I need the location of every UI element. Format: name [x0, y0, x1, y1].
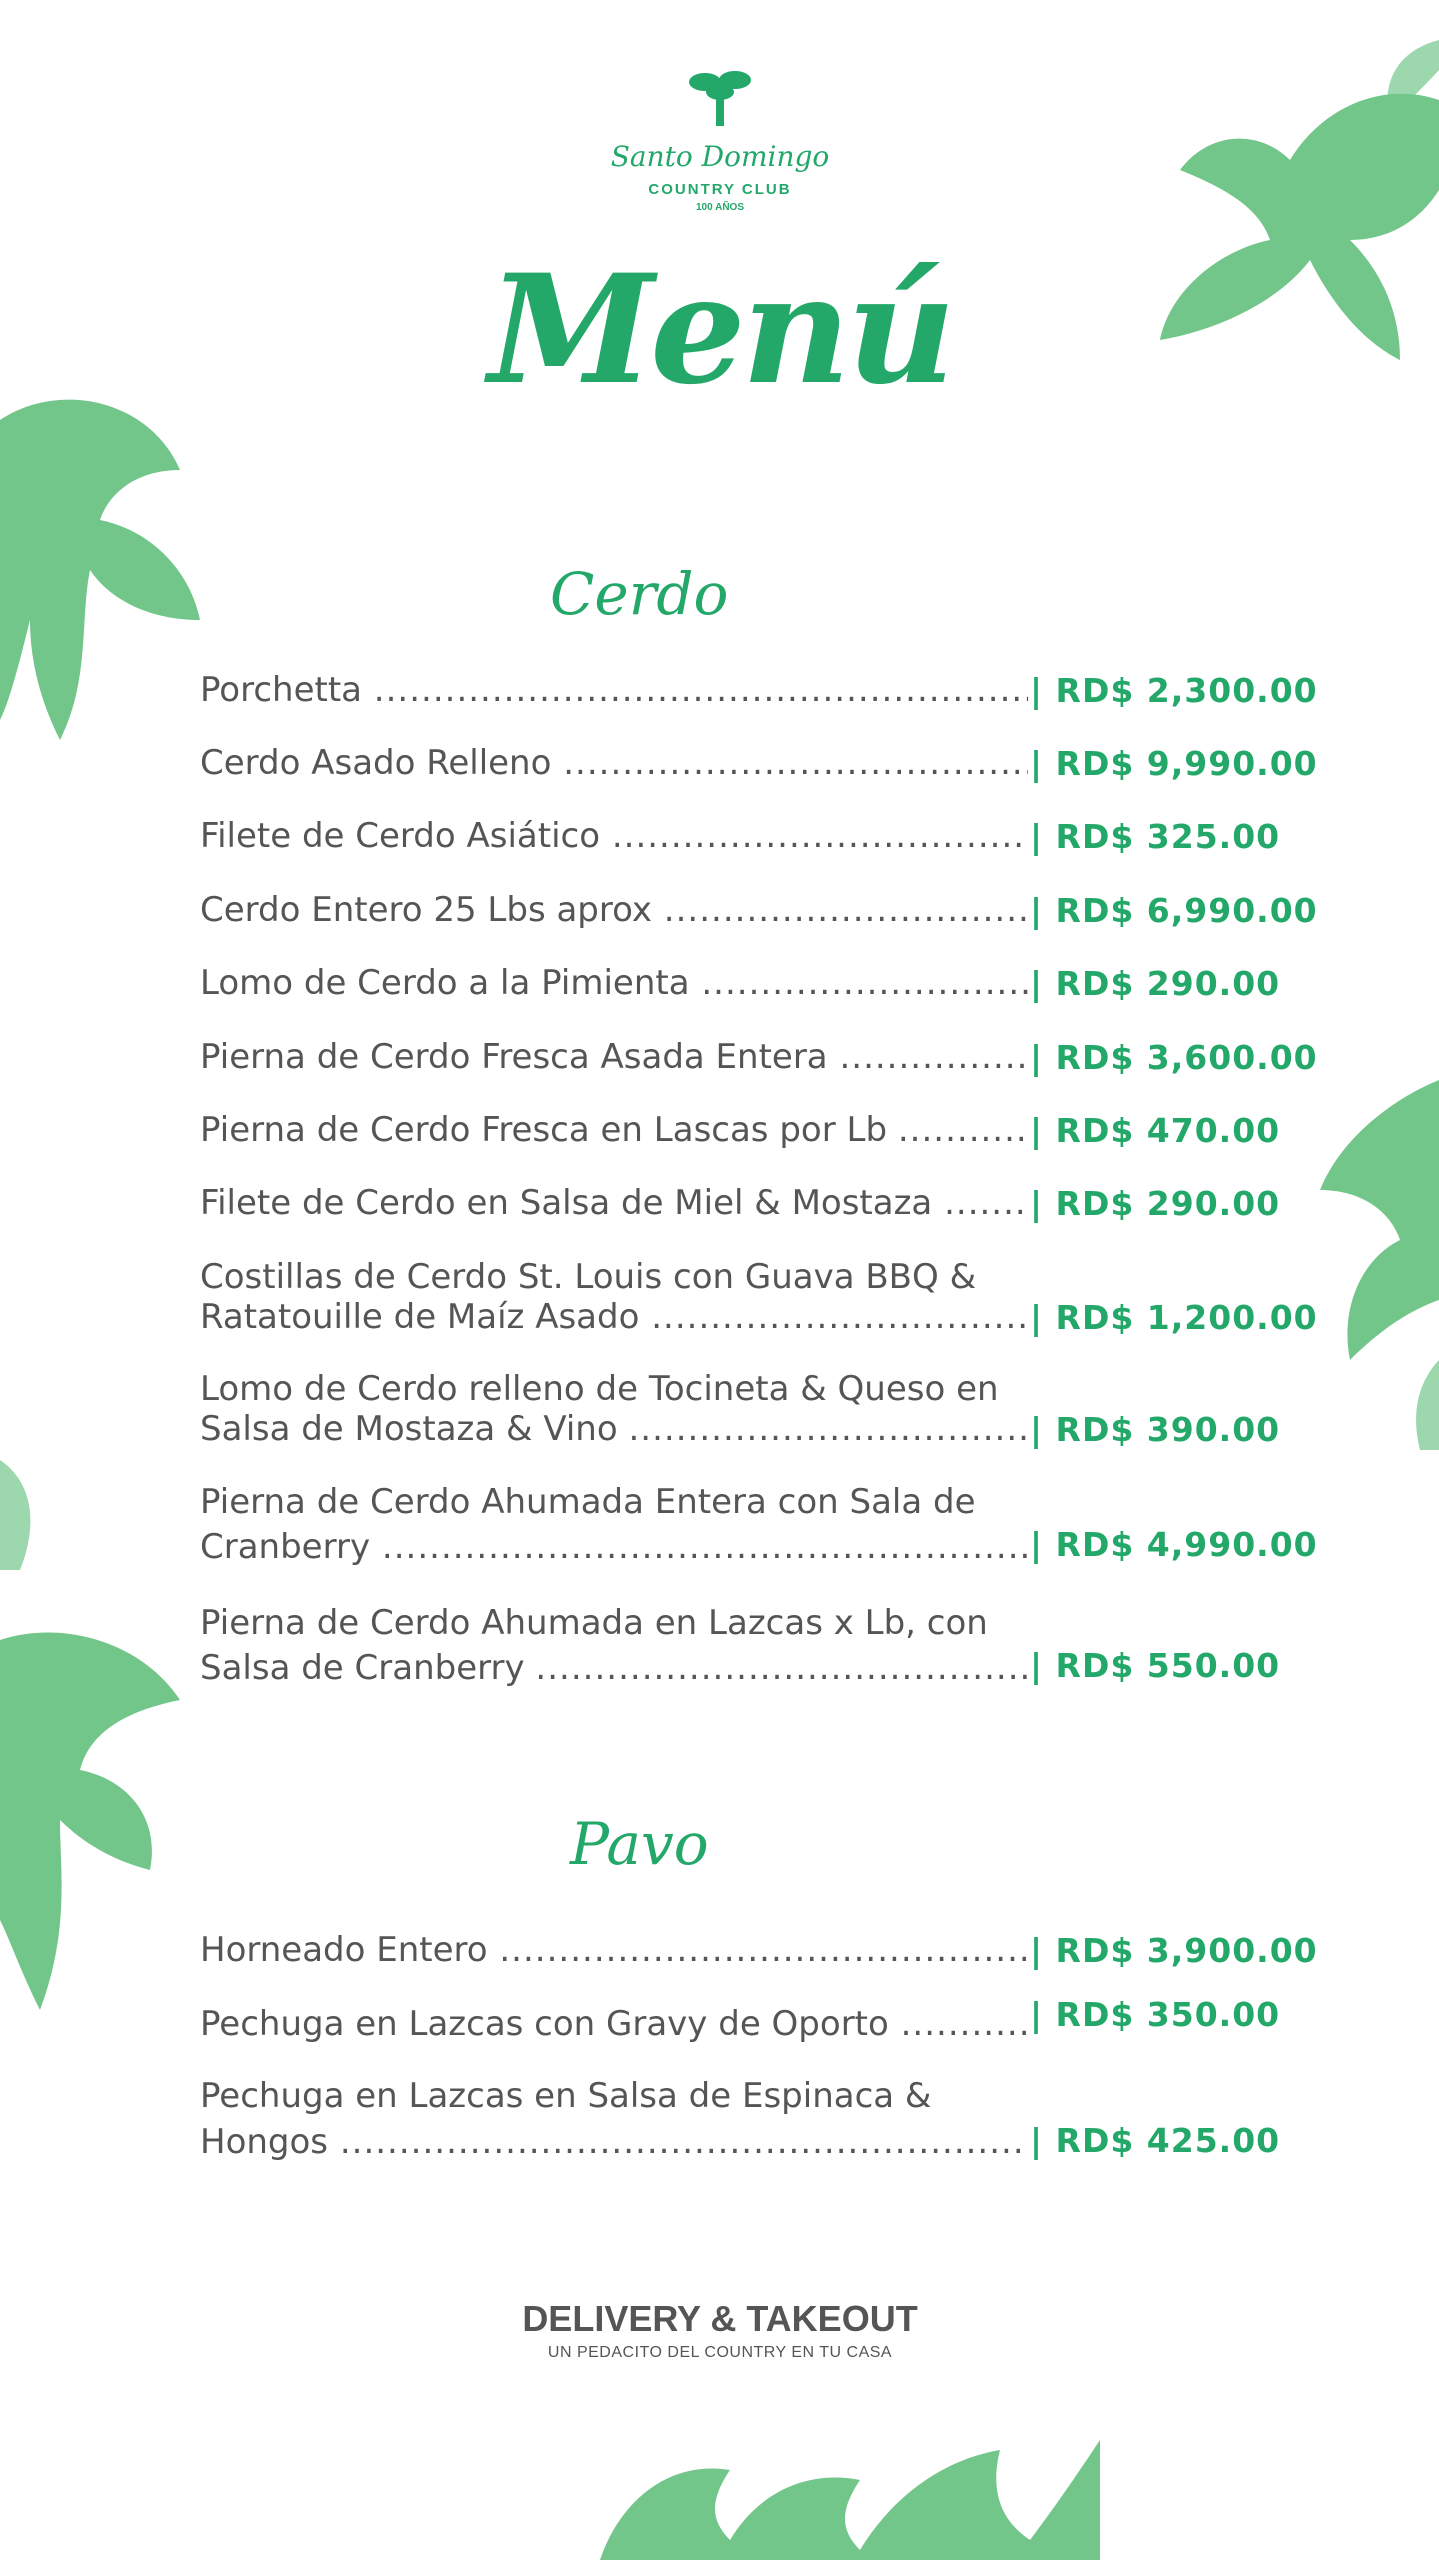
- menu-item: [200, 2074, 1280, 2169]
- menu-item: [200, 1181, 1280, 1226]
- tree-logo-icon: [685, 68, 755, 130]
- menu-item: [200, 961, 1280, 1006]
- item-price: | RD$ 325.00: [1030, 817, 1281, 856]
- item-name: Pierna de Cerdo Fresca en Lascas por Lb .....: [200, 1108, 1028, 1153]
- item-name: Pechuga en Lazcas en Salsa de Espinaca &: [200, 2076, 932, 2116]
- item-name: Pierna de Cerdo Ahumada en Lazcas x Lb, con: [200, 1603, 988, 1643]
- menu-item: [200, 1928, 1318, 1973]
- menu-item: [200, 1601, 1280, 1696]
- leaf-bottom-decoration: [560, 2380, 1100, 2560]
- item-price: | RD$ 290.00: [1030, 964, 1281, 1003]
- footer: [520, 2298, 920, 2362]
- item-price: | RD$ 1,200.00: [1030, 1298, 1318, 1337]
- item-name: Pierna de Cerdo Ahumada Entera con Sala de: [200, 1482, 976, 1522]
- item-name: Horneado Entero .....: [200, 1928, 1028, 1973]
- item-name-line2: Hongos .....: [200, 2120, 1028, 2165]
- item-price: | RD$ 290.00: [1030, 1184, 1281, 1223]
- logo-years: 100 AÑOS: [696, 202, 744, 213]
- item-name: Pechuga en Lazcas con Gravy de Oporto .....: [200, 2002, 1028, 2047]
- menu-item: [200, 814, 1280, 859]
- item-name-line2: Salsa de Mostaza & Vino .....: [200, 1407, 1028, 1452]
- item-price: | RD$ 3,900.00: [1030, 1931, 1318, 1970]
- item-price: | RD$ 350.00: [1030, 1995, 1281, 2034]
- item-name: Cerdo Entero 25 Lbs aprox .....: [200, 888, 1028, 933]
- item-name: Costillas de Cerdo St. Louis con Guava BBQ &: [200, 1257, 977, 1297]
- menu-item: [200, 668, 1318, 713]
- menu-item: [200, 1255, 1318, 1345]
- item-name: Pierna de Cerdo Fresca Asada Entera .....: [200, 1035, 1028, 1080]
- item-name-line2: Cranberry .....: [200, 1525, 1028, 1570]
- item-price: | RD$ 390.00: [1030, 1410, 1281, 1449]
- menu-item: [200, 1995, 1281, 2047]
- item-price: | RD$ 550.00: [1030, 1646, 1281, 1685]
- logo-name: Santo Domingo: [610, 140, 830, 173]
- menu-item: [200, 1480, 1318, 1575]
- item-name-line2: Salsa de Cranberry .....: [200, 1646, 1028, 1691]
- item-name: Lomo de Cerdo a la Pimienta .....: [200, 961, 1028, 1006]
- section-heading-cerdo: Cerdo: [550, 560, 729, 628]
- item-price: | RD$ 6,990.00: [1030, 891, 1318, 930]
- item-name-line2: Ratatouille de Maíz Asado .....: [200, 1295, 1028, 1340]
- footer-title: DELIVERY & TAKEOUT: [522, 2298, 918, 2339]
- item-price: | RD$ 425.00: [1030, 2121, 1281, 2160]
- logo-club: COUNTRY CLUB: [648, 181, 792, 198]
- section-heading-pavo: Pavo: [570, 1810, 709, 1878]
- item-name: Filete de Cerdo Asiático .....: [200, 814, 1028, 859]
- item-price: | RD$ 470.00: [1030, 1111, 1281, 1150]
- leaf-top-right-decoration: [1060, 40, 1439, 400]
- leaf-left-lower-decoration: [0, 1450, 190, 2050]
- item-price: | RD$ 3,600.00: [1030, 1038, 1318, 1077]
- club-logo: [580, 68, 860, 213]
- item-name: Filete de Cerdo en Salsa de Miel & Mostaza .....: [200, 1181, 1028, 1226]
- item-price: | RD$ 4,990.00: [1030, 1525, 1318, 1564]
- menu-item: [200, 741, 1318, 786]
- menu-item: [200, 1108, 1280, 1153]
- menu-item: [200, 1035, 1318, 1080]
- item-price: | RD$ 9,990.00: [1030, 744, 1318, 783]
- leaf-right-middle-decoration: [1280, 1080, 1439, 1450]
- item-price: | RD$ 2,300.00: [1030, 671, 1318, 710]
- menu-item: [200, 1367, 1280, 1457]
- item-name: Lomo de Cerdo relleno de Tocineta & Queso en: [200, 1369, 999, 1409]
- menu-title: Menú: [488, 242, 952, 418]
- footer-subtitle: UN PEDACITO DEL COUNTRY EN TU CASA: [547, 2344, 893, 2361]
- item-name: Cerdo Asado Relleno .....: [200, 741, 1028, 786]
- leaf-left-upper-decoration: [0, 360, 230, 800]
- item-name: Porchetta .....: [200, 668, 1028, 713]
- menu-item: [200, 888, 1318, 933]
